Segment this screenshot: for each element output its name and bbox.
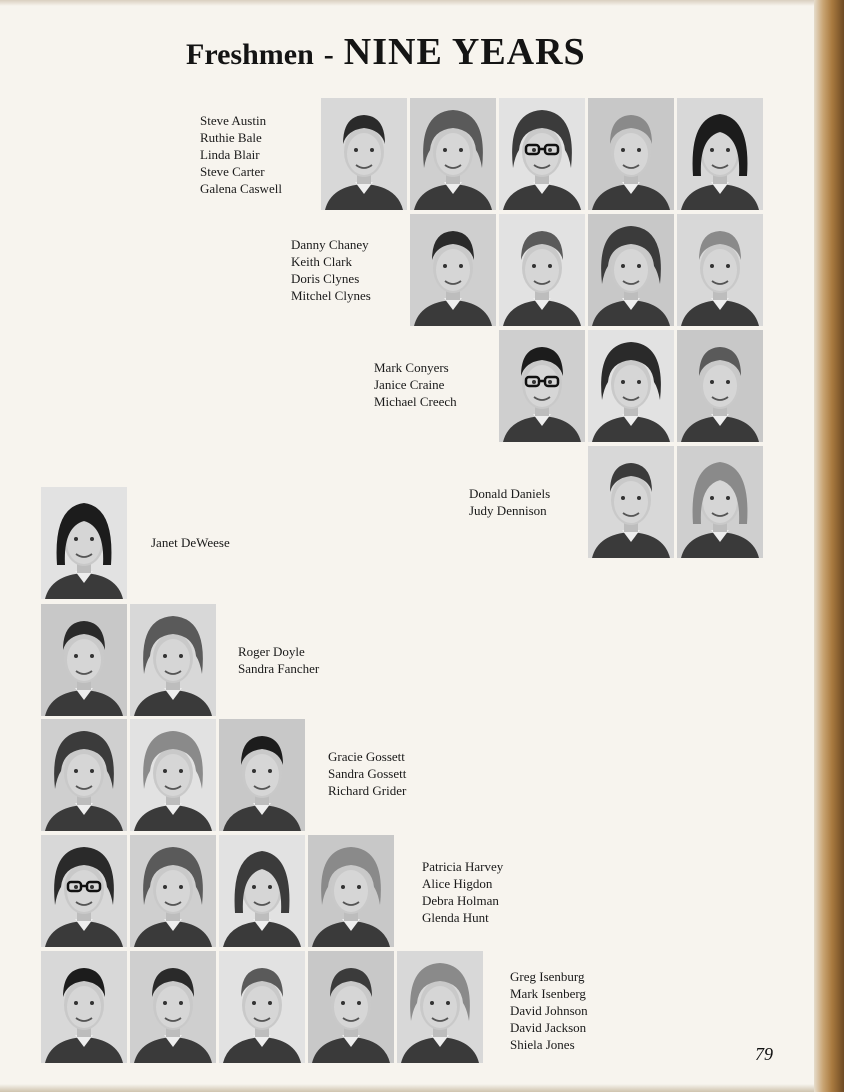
student-name: Janet DeWeese [151,535,230,550]
student-portrait [219,719,305,831]
student-portrait [41,487,127,599]
student-name: Steve Carter [200,164,265,179]
student-name: Danny Chaney [291,237,369,252]
student-portrait [499,330,585,442]
student-portrait [588,98,674,210]
student-name: Debra Holman [422,893,499,908]
student-name: Patricia Harvey [422,859,504,874]
student-portrait [677,446,763,558]
student-portrait [588,214,674,326]
student-portrait [41,719,127,831]
student-portrait [410,98,496,210]
student-name: Sandra Fancher [238,661,320,676]
student-portrait [397,951,483,1063]
student-portrait [308,835,394,947]
student-name: Richard Grider [328,783,407,798]
name-list-row2 [291,236,371,304]
student-portrait [677,98,763,210]
title-years: NINE YEARS [343,31,586,73]
student-name: Michael Creech [374,394,457,409]
student-name: Galena Caswell [200,181,282,196]
name-list-row6 [238,643,319,677]
student-name: Keith Clark [291,254,353,269]
student-name: Mark Conyers [374,360,449,375]
name-list-row7 [328,748,406,799]
student-name: Judy Dennison [469,503,547,518]
student-name: Alice Higdon [422,876,493,891]
name-list-row8 [422,858,503,926]
student-portrait [677,330,763,442]
title-class-name: Freshmen [186,38,314,71]
name-list-row1 [200,112,282,197]
student-name: Shiela Jones [510,1037,575,1052]
student-portrait [130,604,216,716]
student-portrait [130,951,216,1063]
student-name: Glenda Hunt [422,910,489,925]
name-list-row3 [374,359,457,410]
page-edge-top [0,0,814,6]
student-portrait [130,719,216,831]
student-portrait [130,835,216,947]
page-edge-bottom [0,1084,814,1092]
student-portrait [308,951,394,1063]
student-name: Donald Daniels [469,486,551,501]
student-name: Mark Isenberg [510,986,586,1001]
student-name: David Jackson [510,1020,587,1035]
student-portrait [219,835,305,947]
student-portrait [588,446,674,558]
student-name: Ruthie Bale [200,130,262,145]
student-name: Mitchel Clynes [291,288,371,303]
student-name: Linda Blair [200,147,260,162]
student-portrait [410,214,496,326]
book-binding [814,0,844,1092]
name-list-row4 [469,485,550,519]
student-portrait [41,604,127,716]
page-title [186,30,646,82]
student-name: Doris Clynes [291,271,360,286]
student-portrait [41,951,127,1063]
student-name: Roger Doyle [238,644,305,659]
page-number: 79 [755,1044,773,1064]
student-name: Steve Austin [200,113,267,128]
name-list-row9 [510,968,588,1053]
student-name: Janice Craine [374,377,445,392]
student-name: David Johnson [510,1003,588,1018]
student-portrait [677,214,763,326]
title-dash: - [323,38,334,71]
student-portrait [219,951,305,1063]
student-name: Sandra Gossett [328,766,407,781]
student-name: Greg Isenburg [510,969,585,984]
student-portrait [499,214,585,326]
student-portrait [321,98,407,210]
student-name: Gracie Gossett [328,749,405,764]
student-portrait [41,835,127,947]
student-portrait [499,98,585,210]
name-list-row5 [151,534,230,551]
student-portrait [588,330,674,442]
